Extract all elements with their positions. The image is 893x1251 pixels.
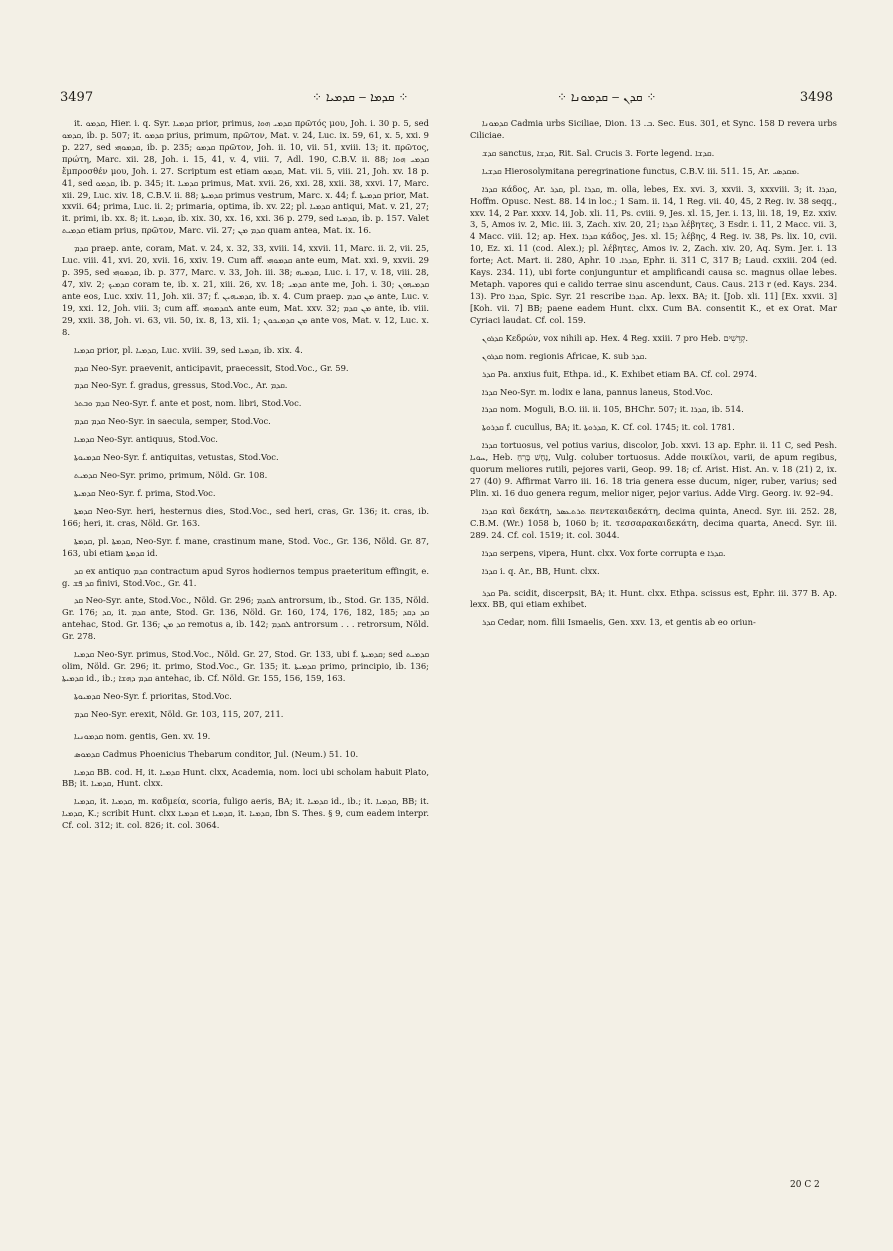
entry: ܩܕܡܘܢܝܐ nom. gentis, Gen. xv. 19.	[74, 730, 211, 741]
entry: ܩܕܡܝܘܬܐ Neo-Syr. f. antiquitas, vetustas, Stod.Voc.	[74, 452, 279, 463]
entry: ܩܕܪܘܢ nom. regionis Africae, K. sub ܩܕܪ.	[482, 350, 648, 361]
entry: ܩܕܡ praep. ante, coram, Mat. v. 24, x. 32, 33, xviii. 14, xxvii. 11, Marc. ii. 2, vii. 25, Luc. viii. 41, xvi. 20, xvii. 16, xxiv. 19. Cum aff. ܩܕܡܘܗܝ ante eum, Mat. xxi. 9, xxvii. 29 p. 395, sed ܩܕܡܘܗܝ, ib. p. 377, Marc. v. 33, Joh. iii. 38; ܩܕܡܝܗ, Luc. i. 17, v. 18, viii. 28, 47, xiv. 2; ܩܕܡܝܟ coram te, ib. x. 21, xiii. 26, xv. 18; ܩܕܡܝ ante me, Joh. i. 30; ܩܕܡܝܗܘܢ ante eos, Luc. xxiv. 11, Joh. xii. 37; f. ܩܕܡܝܗܝܢ, ib. x. 4. Cum praep. ܡܢ ܩܕܡ ante, Luc. v. 19, xxi. 12, Joh. viii. 3; cum aff. ܠܩܕܡܘܗܝ ante eum, Mat. xxv. 32; ܡܢ ܩܕܡ ante, ib. viii. 29, xxii. 38, Joh. vi. 63, vii. 50, ix. 8, 13, xii. 1; ܡܢ ܩܕܡܝܟܘܢ ante vos, Mat. v. 12, Luc. x. 8.	[62, 243, 430, 337]
entry: ܩܕܪ Pa. anxius fuit, Ethpa. id., K. Exhibet etiam BA. Cf. col. 2974.	[482, 368, 758, 379]
running-head-left: ⁘ ܩܕܡܐ ‒ ܩܕܡܝܐ ⁘	[312, 90, 409, 104]
entry: ܩܕܫܝܐ Hierosolymitana peregrinatione functus, C.B.V. iii. 511. 15, Ar. ܡܩܕܣܝ.	[482, 165, 800, 176]
entry: ܩܕܪ Pa. scidit, discerpsit, BA; it. Hunt. clxx. Ethpa. scissus est, Ephr. iii. 377 B. Ap. lexx. BB, qui etiam exhibet.	[470, 587, 837, 610]
entry: ܩܕܡ ܩܕܡ Neo-Syr. in saecula, semper, Stod.Voc.	[74, 416, 271, 427]
entry: ܩܕܪܘܢ Κεδρών, vox nihili ap. Hex. 4 Reg. xxiii. 7 pro Heb. קְדֵשִׁים.	[482, 332, 749, 343]
entry: ܩܕܪܘܬܐ f. cucullus, BA; it. ܩܕܪܘܬܐ, K. Cf. col. 1745; it. col. 1781.	[482, 422, 735, 433]
entry: ܩܕܪܐ καὶ δεκάτη, ܬܪܬܥܣܪ πεντεκαιδεκάτη, decima quinta, Anecd. Syr. iii. 252. 28, C.B.M. (Wr.) 1058 b, 1060 b; it. τεσσαρακαιδεκάτη, decima quarta, Anecd. Syr. iii. 289. 24. Cf. col. 1519; it. col. 3044.	[470, 505, 838, 540]
entry: ܩܕܪ Cedar, nom. filii Ismaelis, Gen. xxv. 13, et gentis ab eo oriun-	[482, 617, 756, 628]
entry: ܩܕ ex antiquo ܩܕܡ contractum apud Syros hodiernos tempus praeteritum effingit, e. g. ܩܕ ܦܫ finivi, Stod.Voc., Gr. 41.	[62, 565, 429, 588]
entry: ܩܕܡܝܬܐ Neo-Syr. f. prima, Stod.Voc.	[74, 487, 216, 498]
entry: it. ܩܕܡܘ, Hier. i. q. Syr. ܩܕܡܝܐ prior, primus, ܩܕܡܝ ܗܘܐ πρῶτός μου, Joh. i. 30 p. 5, sed ܩܕܡܘ, ib. p. 507; it. ܩܕܡܘ prius, primum, πρῶτον, Mat. v. 24, Luc. ix. 59, 61, x. 5, xxi. 9 p. 227, sed ܩܕܡܘܗܝ, ib. p. 235; ܩܕܡܘ πρῶτον, Joh. ii. 10, vii. 51, xviii. 13; it. πρῶτος, πρώτη, Marc. xii. 28, Joh. i. 15, 41, v. 4, viii. 7, Adl. 190, C.B.V. ii. 88; ܩܕܡܝ ܗܘܐ ἔμπροσθέν μου, Joh. i. 27. Scriptum est etiam ܩܕܡܘ, Mat. vii. 5, viii. 21, Joh. xv. 18 p. 41, sed ܩܕܡܘ, ib. p. 345; it. ܩܕܡܝܐ primus, Mat. xvii. 26, xxi. 28, xxii. 38, xxvi. 17, Marc. xii. 29, Luc. xiv. 18, C.B.V. ii. 88; ܩܕܡܝܬܐ primus vestrum, Marc. x. 44; f. ܩܕܡܝܬܐ prior, Mat. xxvii. 64; prima, Luc. ii. 2; primaria, optima, ib. xv. 22; pl. ܩܕܡܝܐ antiqui, Mat. v. 21, 27; it. primi, ib. xx. 8; it. ܩܕܡܝܐ, ib. xix. 30, xx. 16, xxi. 36 p. 279, sed ܩܕܡܝܐ, ib. p. 157. Valet ܩܕܡܝܬ etiam prius, πρῶτον, Marc. vii. 27; ܩܕܡ ܡܢ quam antea, Mat. ix. 16.	[62, 118, 429, 236]
page-number-left: 3497	[60, 90, 94, 105]
entry: ܩܕܡܝܐ, it. ܩܕܡܝܐ, m. καδμεία, scoria, fuligo aeris, BA; it. ܩܕܡܝܐ id., ib.; it. ܩܕܡܝܐ, BB; it. ܩܕܡܝܐ, K.; scribit Hunt. clxx ܩܕܡܝܐ et ܩܕܡܝܐ, it. ܩܕܡܝܐ, Ibn S. Thes. § 9, cum eadem interpr. Cf. col. 312; it. col. 826; it. col. 3064.	[62, 796, 429, 831]
entry: ܩܕܡܘܢܐ Cadmia urbs Siciliae, Dion. ܒ. 13. Sec. Eus. 301, et Sync. 158 D revera urbs Ciliciae.	[470, 118, 837, 140]
entry: ܩܕܪܐ κάδος, Ar. ܩܕܪ, pl. ܩܕܪܐ, m. olla, lebes, Ex. xvi. 3, xxvii. 3, xxxviii. 3; it. ܩܕܪܐ, Hoffm. Opusc. Nest. 88. 14 in loc.; 1 Sam. ii. 14, 1 Reg. vii. 40, 45, 2 Reg. iv. 38 seqq., xxv. 14, 2 Par. xxxv. 14, Job. xli. 11, Ps. cviii. 9, Jes. xl. 15, Jer. i. 13, lii. 18, 19, Ez. xxiv. 3, 5, Amos iv. 2, Mic. iii. 3, Zach. xiv. 20, 21; ܩܕܪܐ λέβητες, 3 Esdr. i. 11, 2 Macc. vii. 3, 4 Macc. viii. 12; ap. Hex. ܩܕܪܐ κάδος, Jes. xl. 15; λέβης, 4 Reg. iv. 38, Ps. lix. 10, cvii. 10, Ez. xi. 11 (cod. Alex.); pl. λέβητες, Amos iv. 2, Zach. xiv. 20, Aq. Sym. Jer. i. 13 forte; Act. Mart. ii. 280, Aphr. ܩܕܪܐ. 10, Ephr. ii. 311 C, 317 B; Laud. cxxiii. 204 (ed. Kays. 234. 11), ubi forte conjunguntur et amplificandi causa sc. magnus ollae lebes. Metaph. vapores qui e calido terrae sinu ascendunt, Caus. Caus. 213 r (ed. Kays. 234. 13). Pro ܩܕܪܐ, Spic. Syr. 21 rescribe ܩܕܪܐ. Ap. lexx. BA; it. [Job. xli. 11] [Ex. xxvii. 3] [Koh. vii. 7] BB; paene eadem Hunt. clxx. Cum BA. consentit K., et ex Orat. Mar Cyriaci laudat. Cf. col. 159.	[470, 183, 838, 325]
entry: ܩܕܡ Neo-Syr. erexit, Nöld. Gr. 103, 115, 207, 211.	[74, 708, 284, 719]
entry: ܩܕܡܝܐ prior, pl. ܩܕܡܝܐ, Luc. xviii. 39, sed ܩܕܡܝܐ, ib. xix. 4.	[74, 344, 303, 355]
left-column	[62, 118, 429, 838]
entry: ܩܕܡܝܐ Neo-Syr. primus, Stod.Voc., Nöld. Gr. 27, Stod. Gr. 133, ubi f. ܩܕܡܝܬܐ; sed ܩܕܡܝܬ olim, Nöld. Gr. 296; it. primo, Stod.Voc., Gr. 135; it. ܩܕܡܝܬܐ primo, principio, ib. 136; ܩܕܡܝܬܐ id., ib.; ܩܕܡ ܕܗܫܐ antehac, ib. Cf. Nöld. Gr. 155, 156, 159, 163.	[62, 649, 429, 683]
entry: ܩܕܡܝܐ Neo-Syr. antiquus, Stod.Voc.	[74, 434, 218, 445]
entry: ܩܕܪܐ i. q. Ar., BB, Hunt. clxx.	[482, 565, 600, 576]
entry: ܩܕܪܐ tortuosus, vel potius varius, discolor, Job. xxvi. 13 ap. Ephr. ii. 11 C, sed Pesh. ܚܘܝܐ, Heb. נָחָשׁ בָּרִחַ, Vulg. coluber tortuosus. Adde ποικίλοι, varii, de apum regibus, quorum meliores rutili, pejores varii, Geop. 99. 18; cf. Arist. Hist. An. v. 18 (21) 2, ix. 27 (40) 9. Affirmat Varro iii. 16. 18 tria genera esse ducum, niger, ruber, varius; sed Plin. xi. 16 duo genera regum, melior niger, pejor varius. Adde Virg. Georg. iv. 92–94.	[470, 440, 837, 498]
entry: ܩܕܫ sanctus, ܩܕܫܐ, Rit. Sal. Crucis 3. Forte legend. ܩܕܫܐ.	[482, 147, 715, 158]
entry: ܩܕܡ ܘܒܬܪ Neo-Syr. f. ante et post, nom. libri, Stod.Voc.	[74, 398, 302, 409]
page-number-right: 3498	[799, 90, 833, 105]
signature-mark: 20 C 2	[790, 1180, 820, 1190]
page-header	[60, 90, 833, 112]
entry: ܩܕܪܐ serpens, vipera, Hunt. clxx. Vox forte corrupta e ܩܕܪܐ.	[482, 547, 726, 558]
entry: ܩܕܡܘܣ Cadmus Phoenicius Thebarum conditor, Jul. (Neum.) 51. 10.	[74, 748, 359, 759]
running-head-right: ⁘ ܩܕܢ ‒ ܩܕܡܘܢܐ ⁘	[557, 90, 657, 104]
entry: ܩܕܡܝܘܬܐ Neo-Syr. f. prioritas, Stod.Voc.	[74, 690, 232, 701]
entry: ܩܕܡܝܬ Neo-Syr. primo, primum, Nöld. Gr. 108.	[74, 470, 268, 481]
entry: ܩܕܪܐ nom. Moguli, B.O. iii. ii. 105, BHChr. 507; it. ܩܕܪܐ, ib. 514.	[482, 404, 744, 415]
entry: ܩܕܡܬܐ Neo-Syr. heri, hesternus dies, Stod.Voc., sed heri, cras, Gr. 136; it. cras, ib. 166; heri, it. cras, Nöld. Gr. 163.	[62, 505, 429, 528]
entry: ܩܕ Neo-Syr. ante, Stod.Voc., Nöld. Gr. 296; ܠܩܕܡ antrorsum, ib., Stod. Gr. 135, Nöld. Gr. 176; ܩܕ, it. ܩܕܡ ante, Stod. Gr. 136, Nöld. Gr. 160, 174, 176, 182, 185; ܩܕ ܕܩܕ antehac, Stod. Gr. 136; ܩܕ ܡܢ remotus a, ib. 142; ܠܩܕܡ antrorsum . . . retrorsum, Nöld. Gr. 278.	[62, 595, 429, 642]
right-column	[470, 118, 837, 635]
entry: ܩܕܡܝܐ BB. cod. H, it. ܩܕܡܝܐ Hunt. clxx, Academia, nom. loci ubi scholam habuit Plato, BB; it. ܩܕܡܝܐ, Hunt. clxx.	[62, 766, 429, 789]
entry: ܩܕܡ Neo-Syr. f. gradus, gressus, Stod.Voc., Ar. ܩܕܡ.	[74, 380, 288, 391]
entry: ܩܕܡܬܐ, pl. ܩܕܡܬܐ, Neo-Syr. f. mane, crastinum mane, Stod. Voc., Gr. 136, Nöld. Gr. 87, 163, ubi etiam ܩܕܡܬܐ id.	[62, 535, 429, 558]
entry: ܩܕܪܐ Neo-Syr. m. lodix e lana, pannus laneus, Stod.Voc.	[482, 386, 713, 397]
entry: ܩܕܡ Neo-Syr. praevenit, anticipavit, praecessit, Stod.Voc., Gr. 59.	[74, 362, 349, 373]
